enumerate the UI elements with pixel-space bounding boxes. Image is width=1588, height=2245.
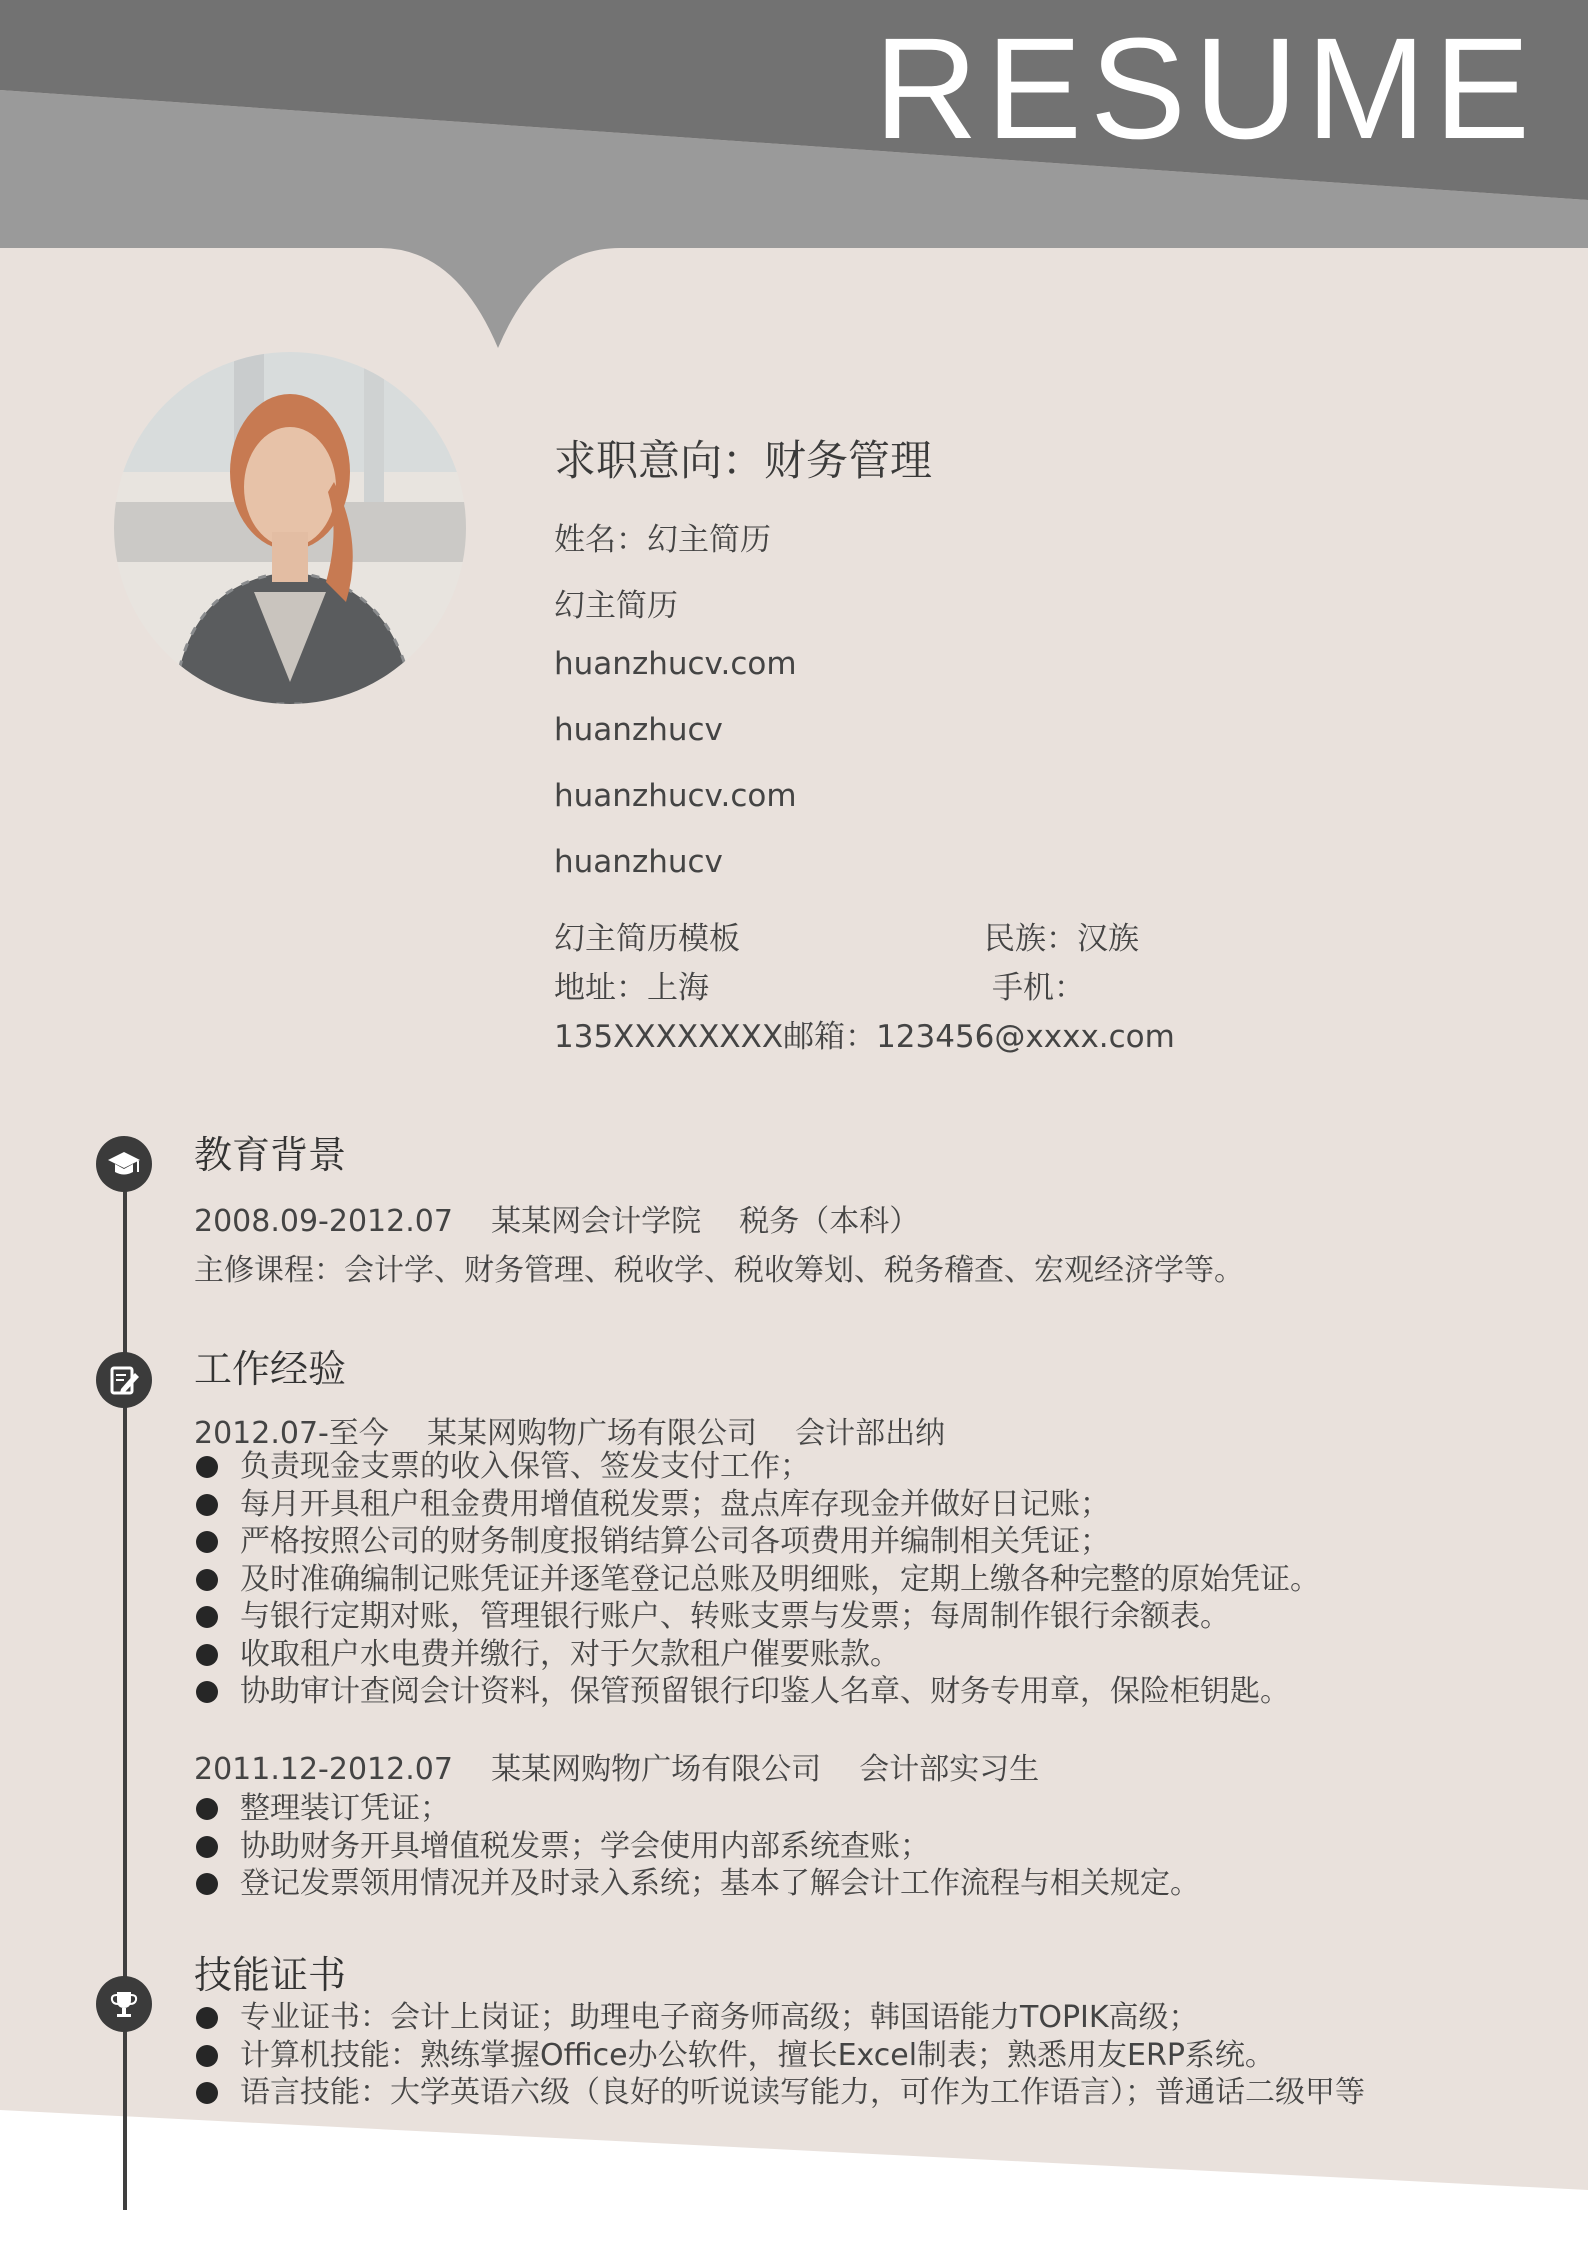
graduation-cap-icon bbox=[96, 1136, 152, 1192]
bullet-dot bbox=[196, 1494, 218, 1516]
list-item: 协助审计查阅会计资料，保管预留银行印鉴人名章、财务专用章，保险柜钥匙。 bbox=[194, 1673, 1320, 1711]
bullet-dot bbox=[196, 1456, 218, 1478]
bullet-dot bbox=[196, 1606, 218, 1628]
work-title: 工作经验 bbox=[194, 1347, 347, 1391]
job-header: 2012.07-至今 某某网购物广场有限公司 会计部出纳 bbox=[194, 1416, 946, 1451]
bullet-dot bbox=[196, 2045, 218, 2067]
list-item: 收取租户水电费并缴行，对于欠款租户催要账款。 bbox=[194, 1636, 1320, 1674]
info-line: 幻主简历 bbox=[554, 588, 678, 624]
list-item: 语言技能：大学英语六级（良好的听说读写能力，可作为工作语言）；普通话二级甲等 bbox=[194, 2074, 1365, 2112]
list-item: 负责现金支票的收入保管、签发支付工作； bbox=[194, 1448, 1320, 1486]
bullet-dot bbox=[196, 1836, 218, 1858]
phone-label: 手机： bbox=[992, 970, 1085, 1006]
list-item: 登记发票领用情况并及时录入系统；基本了解会计工作流程与相关规定。 bbox=[194, 1865, 1200, 1903]
list-item: 专业证书：会计上岗证；助理电子商务师高级；韩国语能力TOPIK高级； bbox=[194, 1999, 1365, 2037]
timeline-line bbox=[123, 1140, 127, 2210]
skills-bullets bbox=[194, 1999, 1365, 2112]
bullet-dot bbox=[196, 1681, 218, 1703]
info-line: huanzhucv bbox=[554, 712, 723, 748]
bullet-dot bbox=[196, 1798, 218, 1820]
resume-title: RESUME bbox=[873, 8, 1538, 169]
list-item: 整理装订凭证； bbox=[194, 1790, 1200, 1828]
job-intent: 求职意向：财务管理 bbox=[554, 436, 933, 485]
list-item: 严格按照公司的财务制度报销结算公司各项费用并编制相关凭证； bbox=[194, 1523, 1320, 1561]
education-title: 教育背景 bbox=[194, 1133, 347, 1177]
list-item: 协助财务开具增值税发票；学会使用内部系统查账； bbox=[194, 1828, 1200, 1866]
job-header: 2011.12-2012.07 某某网购物广场有限公司 会计部实习生 bbox=[194, 1752, 1040, 1787]
job-bullets bbox=[194, 1448, 1320, 1711]
list-item: 计算机技能：熟练掌握Office办公软件，擅长Excel制表；熟悉用友ERP系统。 bbox=[194, 2037, 1365, 2075]
footer-white-band bbox=[0, 2110, 1588, 2245]
list-item: 及时准确编制记账凭证并逐笔登记总账及明细账，定期上缴各种完整的原始凭证。 bbox=[194, 1561, 1320, 1599]
profile-photo bbox=[114, 352, 466, 704]
ethnicity-line: 民族：汉族 bbox=[984, 921, 1139, 957]
skills-title: 技能证书 bbox=[194, 1953, 347, 1997]
bullet-dot bbox=[196, 1644, 218, 1666]
bullet-dot bbox=[196, 2082, 218, 2104]
bullet-dot bbox=[196, 2007, 218, 2029]
list-item: 与银行定期对账，管理银行账户、转账支票与发票；每周制作银行余额表。 bbox=[194, 1598, 1320, 1636]
bullet-dot bbox=[196, 1531, 218, 1553]
website-line: huanzhucv.com bbox=[554, 778, 797, 814]
list-item: 每月开具租户租金费用增值税发票；盘点库存现金并做好日记账； bbox=[194, 1486, 1320, 1524]
info-line: huanzhucv bbox=[554, 844, 723, 880]
education-courses: 主修课程：会计学、财务管理、税收学、税收筹划、税务稽查、宏观经济学等。 bbox=[194, 1253, 1244, 1288]
education-period: 2008.09-2012.07 某某网会计学院 税务（本科） bbox=[194, 1204, 920, 1239]
address-line: 地址：上海 bbox=[554, 970, 709, 1006]
job-bullets bbox=[194, 1790, 1200, 1903]
bullet-dot bbox=[196, 1873, 218, 1895]
website-line: huanzhucv.com bbox=[554, 646, 797, 682]
name-line: 姓名：幻主简历 bbox=[554, 522, 771, 558]
bullet-dot bbox=[196, 1569, 218, 1591]
edit-document-icon bbox=[96, 1352, 152, 1408]
template-line: 幻主简历模板 bbox=[554, 921, 740, 957]
trophy-icon bbox=[96, 1976, 152, 2032]
phone-email-line: 135XXXXXXXX邮箱：123456@xxxx.com bbox=[554, 1019, 1175, 1055]
